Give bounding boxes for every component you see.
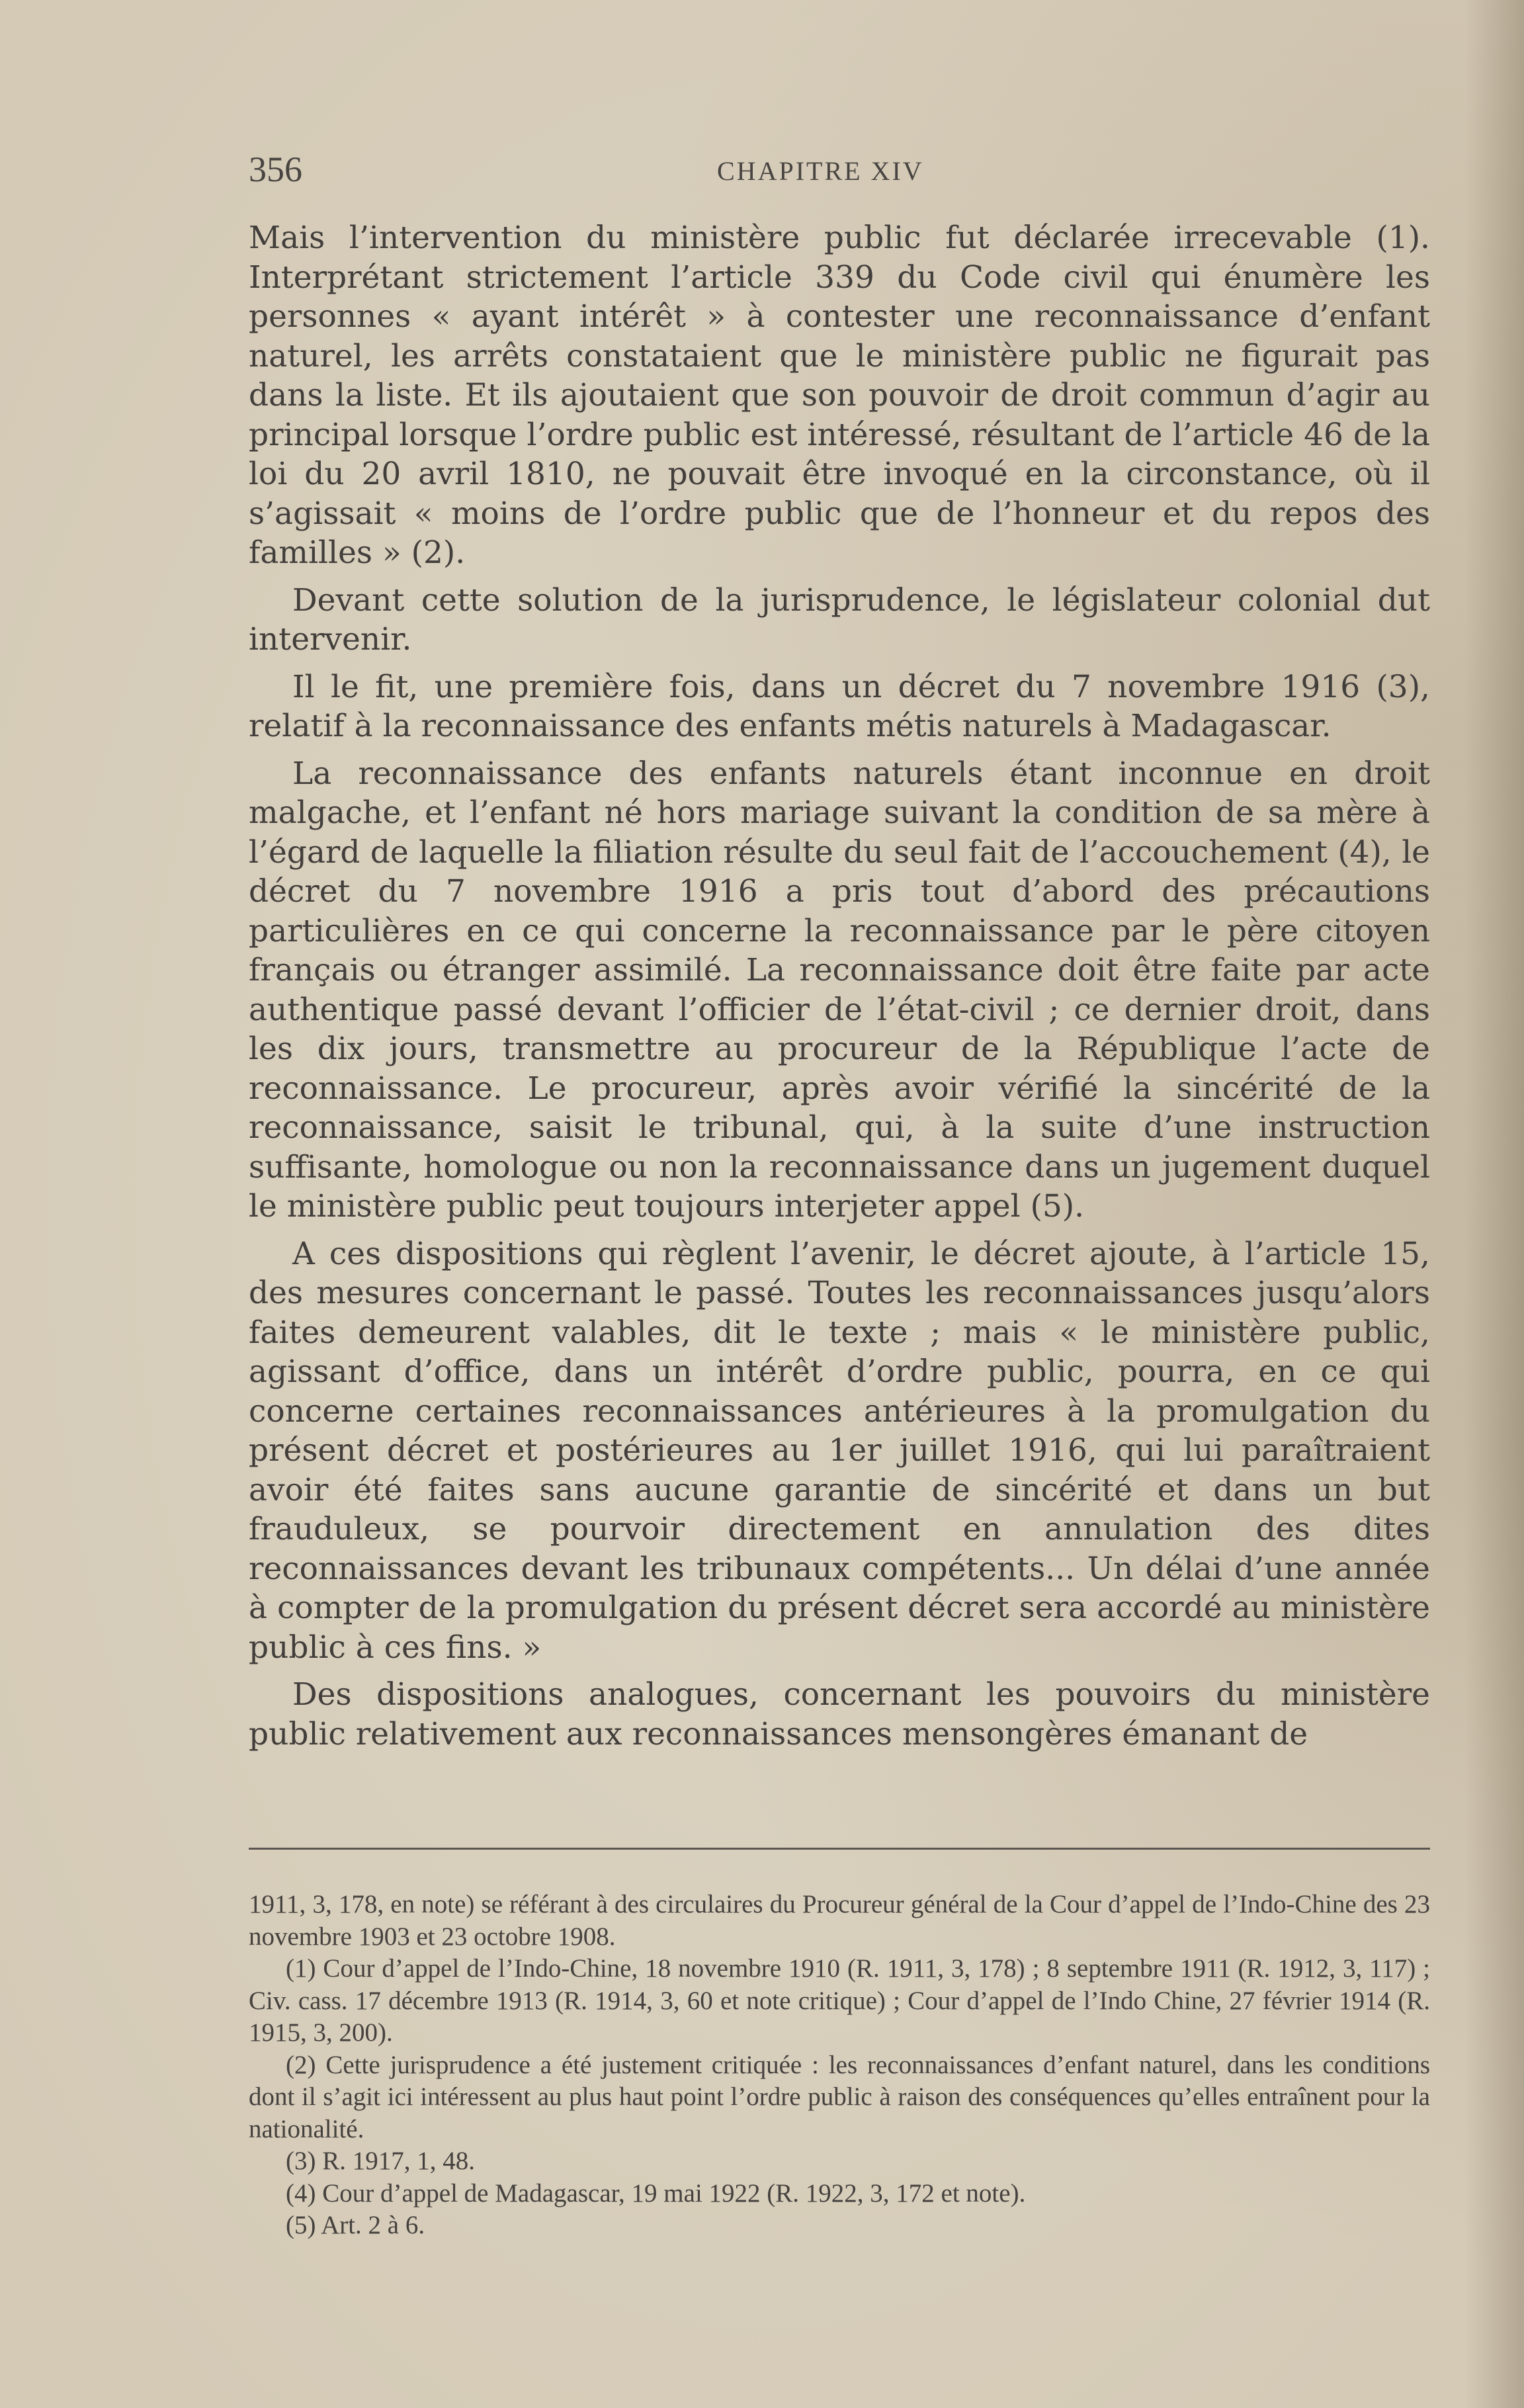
page-header bbox=[249, 149, 1430, 195]
footnote-separator bbox=[249, 1848, 1430, 1850]
footnote-2: (2) Cette jurisprudence a été justement critiquée : les reconnaissances d’enfant naturel, dans les conditions dont il s’agit ici intéressent au plus haut point l’ordre public à raison des conséquences qu’elles entraînent pour la nationalité. bbox=[249, 2050, 1430, 2143]
page-edge-shadow bbox=[1464, 0, 1524, 2408]
footnotes bbox=[249, 1889, 1430, 2242]
paragraph-continuation: Mais l’intervention du ministère public fut déclarée irrecevable (1). Interprétant strictement l’article 339 du Code civil qui énumère les personnes « ayant intérêt » à contester une reconnaissance d’enfant naturel, les arrêts constataient que le ministère public ne figurait pas dans la liste. Et ils ajoutaient que son pouvoir de droit commun d’agir au principal lorsque l’ordre public est intéressé, résultant de l’article 46 de la loi du 20 avril 1810, ne pouvait être invoqué en la circonstance, où il s’agissait « moins de l’ordre public que de l’honneur et du repos des familles » (2). bbox=[249, 220, 1430, 571]
paragraph: La reconnaissance des enfants naturels étant inconnue en droit malgache, et l’enfant né hors mariage suivant la condition de sa mère à l’égard de laquelle la filiation résulte du seul fait de l’accouchement (4), le décret du 7 novembre 1916 a pris tout d’abord des précautions particulières en ce qui concerne la reconnaissance par le père citoyen français ou étranger assimilé. La reconnaissance doit être faite par acte authentique passé devant l’officier de l’état-civil ; ce dernier droit, dans les dix jours, transmettre au procureur de la République l’acte de reconnaissance. Le procureur, après avoir vérifié la sincérité de la reconnaissance, saisit le tribunal, qui, à la suite d’une instruction suffisante, homologue ou non la reconnaissance dans un jugement duquel le ministère public peut toujours interjeter appel (5). bbox=[249, 755, 1430, 1225]
paragraph: Il le fit, une première fois, dans un décret du 7 novembre 1916 (3), relatif à la reconnaissance des enfants métis naturels à Madagascar. bbox=[249, 668, 1430, 744]
paragraph: A ces dispositions qui règlent l’avenir, le décret ajoute, à l’article 15, des mesures concernant le passé. Toutes les reconnaissances jusqu’alors faites demeurent valables, dit le texte ; mais « le ministère public, agissant d’office, dans un intérêt d’ordre public, pourra, en ce qui concerne certaines reconnaissances antérieures à la promulgation du présent décret et postérieures au 1er juillet 1916, qui lui paraîtraient avoir été faites sans aucune garantie de sincérité et dans un but frauduleux, se pourvoir directement en annulation des dites reconnaissances devant les tribunaux compétents... Un délai d’une année à compter de la promulgation du présent décret sera accordé au ministère public à ces fins. » bbox=[249, 1235, 1430, 1666]
page-number: 356 bbox=[249, 150, 302, 189]
footnote-1: (1) Cour d’appel de l’Indo-Chine, 18 novembre 1910 (R. 1911, 3, 178) ; 8 septembre 1911 (R. 1912, 3, 117) ; Civ. cass. 17 décembre 1913 (R. 1914, 3, 60 et note critique) ; Cour d’appel de l’Indo Chine, 27 février 1914 (R. 1915, 3, 200). bbox=[249, 1954, 1430, 2047]
paragraph: Des dispositions analogues, concernant les pouvoirs du ministère public relativement aux reconnaissances mensongères émanant de bbox=[249, 1676, 1430, 1752]
main-text bbox=[249, 218, 1430, 1762]
footnote-continuation: 1911, 3, 178, en note) se référant à des circulaires du Procureur général de la Cour d’appel de l’Indo-Chine des 23 novembre 1903 et 23 octobre 1908. bbox=[249, 1890, 1430, 1951]
footnote-3: (3) R. 1917, 1, 48. bbox=[286, 2147, 475, 2175]
paragraph: Devant cette solution de la jurisprudence, le législateur colonial dut intervenir. bbox=[249, 581, 1430, 658]
running-head: CHAPITRE XIV bbox=[717, 156, 924, 186]
footnote-5: (5) Art. 2 à 6. bbox=[286, 2211, 425, 2239]
footnote-4: (4) Cour d’appel de Madagascar, 19 mai 1922 (R. 1922, 3, 172 et note). bbox=[286, 2178, 1026, 2208]
